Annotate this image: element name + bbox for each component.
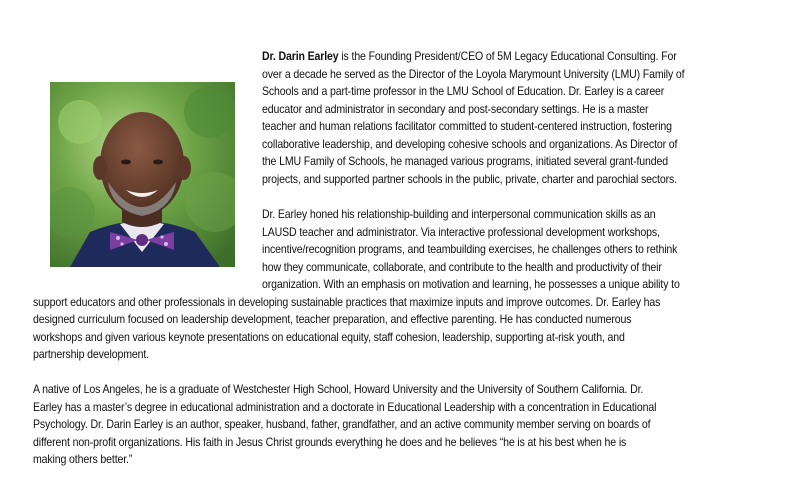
bio-paragraph-2-line: workshops and given various keynote presentations on educational equity, staff cohesion, leadership, supporting at-risk youth, and: [33, 330, 625, 344]
bio-paragraph-3-line: Earley has a master’s degree in educational administration and a doctorate in Educational Leadership with a concentration in Educational: [33, 400, 657, 414]
bio-paragraph-2-line: how they communicate, collaborate, and contribute to the health and productivity of their: [262, 260, 662, 274]
bio-paragraph-2-line: support educators and other professionals in developing sustainable practices that maximize inputs and improve outcomes. Dr. Earley has: [33, 295, 661, 309]
portrait-photo: [50, 82, 235, 267]
bio-paragraph-2-line: designed curriculum focused on leadership development, teacher preparation, and effective parenting. He has conducted numerous: [33, 312, 632, 326]
portrait-illustration: [50, 82, 235, 267]
bio-paragraph-1-line: educator and administrator in secondary and post-secondary settings. He is a master: [262, 102, 649, 116]
bio-paragraph-2-line: Dr. Earley honed his relationship-building and interpersonal communication skills as an: [262, 207, 656, 221]
bio-paragraph-3-line: different non-profit organizations. His faith in Jesus Christ grounds everything he does and he believes “he is at his best when he is: [33, 435, 627, 449]
bio-paragraph-2-line: partnership development.: [33, 347, 150, 361]
bio-paragraph-1-line: projects, and supported partner schools in the public, private, charter and parochial sectors.: [262, 172, 677, 186]
bio-paragraph-1-line: collaborative leadership, and developing cohesive schools and organizations. As Director of: [262, 137, 678, 151]
bio-p1-text: is the Founding President/CEO of 5M Legacy Educational Consulting. For: [338, 49, 677, 63]
bio-paragraph-1-line: teacher and human relations facilitator committed to student-centered instruction, fostering: [262, 119, 672, 133]
bio-paragraph-1-line-1: [262, 48, 677, 66]
bio-paragraph-3-line: Psychology. Dr. Darin Earley is an author, speaker, husband, father, grandfather, and an active community member serving on boards of: [33, 417, 651, 431]
bio-paragraph-1-line: Schools and a part-time professor in the LMU School of Education. Dr. Earley is a career: [262, 84, 665, 98]
bio-paragraph-2-line: LAUSD teacher and administrator. Via interactive professional development workshops,: [262, 225, 660, 239]
bio-paragraph-1-line: over a decade he served as the Director of the Loyola Marymount University (LMU) Family of: [262, 67, 685, 81]
bio-paragraph-2-line: organization. With an emphasis on motivation and learning, he possesses a unique ability to: [262, 277, 680, 291]
bio-paragraph-1-line: the LMU Family of Schools, he managed various programs, initiated several grant-funded: [262, 154, 668, 168]
bio-paragraph-2-line: incentive/recognition programs, and teambuilding exercises, he challenges others to rethink: [262, 242, 678, 256]
bio-paragraph-3-line: A native of Los Angeles, he is a graduate of Westchester High School, Howard University and the University of Southern California. Dr.: [33, 382, 644, 396]
bio-paragraph-3-line: making others better.”: [33, 452, 133, 466]
bio-name: Dr. Darin Earley: [262, 49, 339, 63]
